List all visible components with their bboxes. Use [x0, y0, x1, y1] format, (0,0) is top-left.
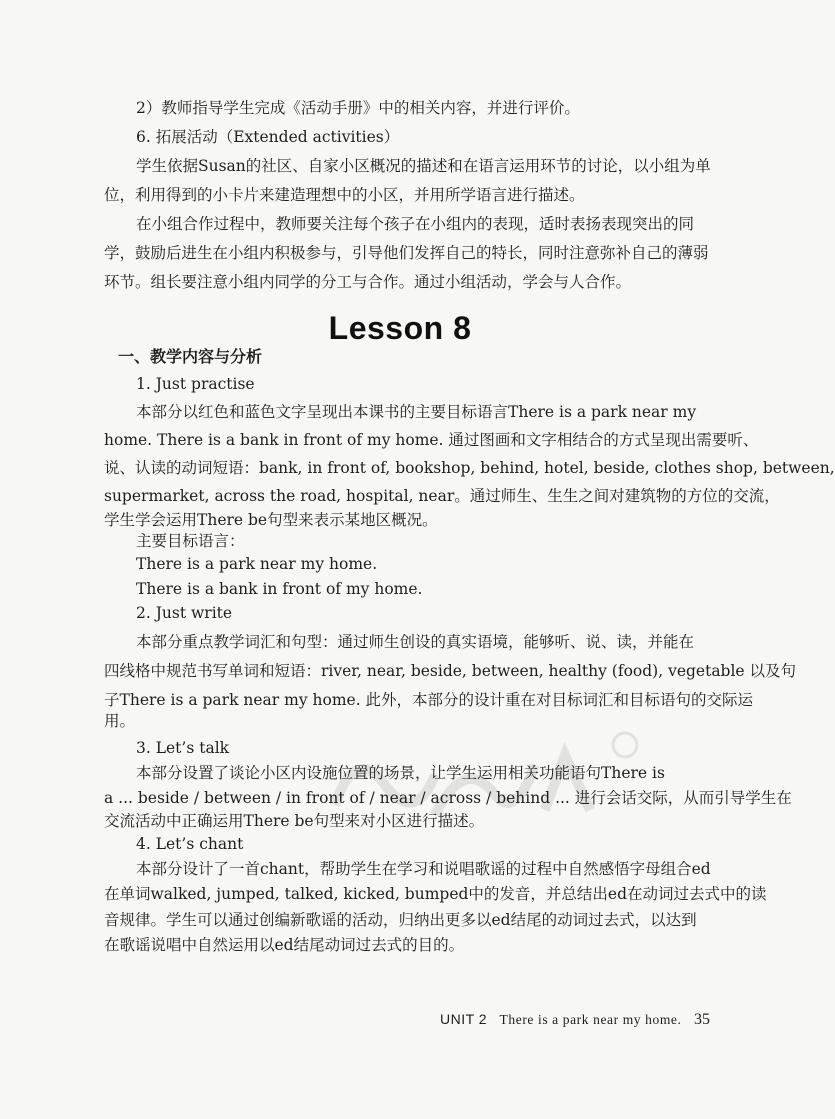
paragraph-line: 学生学会运用There be句型来表示某地区概况。	[104, 511, 438, 529]
footer-unit-label: UNIT 2	[440, 1011, 488, 1027]
paragraph-line: 音规律。学生可以通过创编新歌谣的活动，归纳出更多以ed结尾的动词过去式，以达到	[104, 911, 697, 929]
paragraph-line: 主要目标语言：	[136, 532, 245, 550]
paragraph-line: 本部分重点教学词汇和句型：通过师生创设的真实语境，能够听、说、读，并能在	[136, 633, 695, 651]
subsection-title-just-practise: 1. Just practise	[136, 375, 255, 393]
paragraph-line: 交流活动中正确运用There be句型来对小区进行描述。	[104, 812, 485, 830]
paragraph-line: a ... beside / between / in front of / near / across / behind ... 进行会话交际，从而引导学生在	[104, 789, 792, 807]
paragraph-line: 学生依据Susan的社区、自家小区概况的描述和在语言运用环节的讨论，以小组为单	[136, 157, 711, 175]
subsection-title-lets-chant: 4. Let’s chant	[136, 835, 244, 853]
section-title-extended-activities: 6. 拓展活动（Extended activities）	[136, 128, 400, 146]
section-heading: 一、教学内容与分析	[118, 347, 263, 366]
paragraph-line: 在小组合作过程中，教师要关注每个孩子在小组内的表现，适时表扬表现突出的同	[136, 215, 695, 233]
paragraph-line: 在歌谣说唱中自然运用以ed结尾动词过去式的目的。	[104, 936, 465, 954]
page-number: 35	[693, 1011, 710, 1028]
paragraph-line: 用。	[104, 712, 136, 730]
paragraph-line: 四线格中规范书写单词和短语：river, near, beside, between, healthy (food), vegetable 以及句	[104, 662, 797, 680]
page-footer	[440, 1009, 710, 1030]
lesson-title: Lesson 8	[328, 310, 472, 346]
paragraph-line: 本部分以红色和蓝色文字呈现出本课书的主要目标语言There is a park near my	[136, 403, 697, 421]
subsection-title-lets-talk: 3. Let’s talk	[136, 739, 230, 757]
paragraph-line: 说、认读的动词短语：bank, in front of, bookshop, behind, hotel, beside, clothes shop, between,	[104, 459, 835, 477]
paragraph-line: 子There is a park near my home. 此外，本部分的设计重在对目标词汇和目标语句的交际运	[104, 691, 754, 709]
paragraph-line: supermarket, across the road, hospital, near。通过师生、生生之间对建筑物的方位的交流，	[104, 487, 780, 505]
paragraph-line: 本部分设置了谈论小区内设施位置的场景，让学生运用相关功能语句There is	[136, 764, 665, 782]
paragraph-line: 位，利用得到的小卡片来建造理想中的小区，并用所学语言进行描述。	[104, 186, 585, 204]
paragraph-line: 本部分设计了一首chant，帮助学生在学习和说唱歌谣的过程中自然感悟字母组合ed	[136, 860, 711, 878]
paragraph-line: 在单词walked, jumped, talked, kicked, bumped中的发音，并总结出ed在动词过去式中的读	[104, 885, 767, 903]
paragraph-line: home. There is a bank in front of my home. 通过图画和文字相结合的方式呈现出需要听、	[104, 431, 759, 449]
paragraph-line: 2）教师指导学生完成《活动手册》中的相关内容，并进行评价。	[136, 99, 580, 117]
example-sentence: There is a park near my home.	[136, 555, 378, 573]
subsection-title-just-write: 2. Just write	[136, 604, 233, 622]
footer-unit-title: There is a park near my home.	[499, 1012, 682, 1027]
paragraph-line: 学，鼓励后进生在小组内积极参与，引导他们发挥自己的特长，同时注意弥补自己的薄弱	[104, 244, 709, 262]
example-sentence: There is a bank in front of my home.	[136, 580, 423, 598]
paragraph-line: 环节。组长要注意小组内同学的分工与合作。通过小组活动，学会与人合作。	[104, 273, 632, 291]
